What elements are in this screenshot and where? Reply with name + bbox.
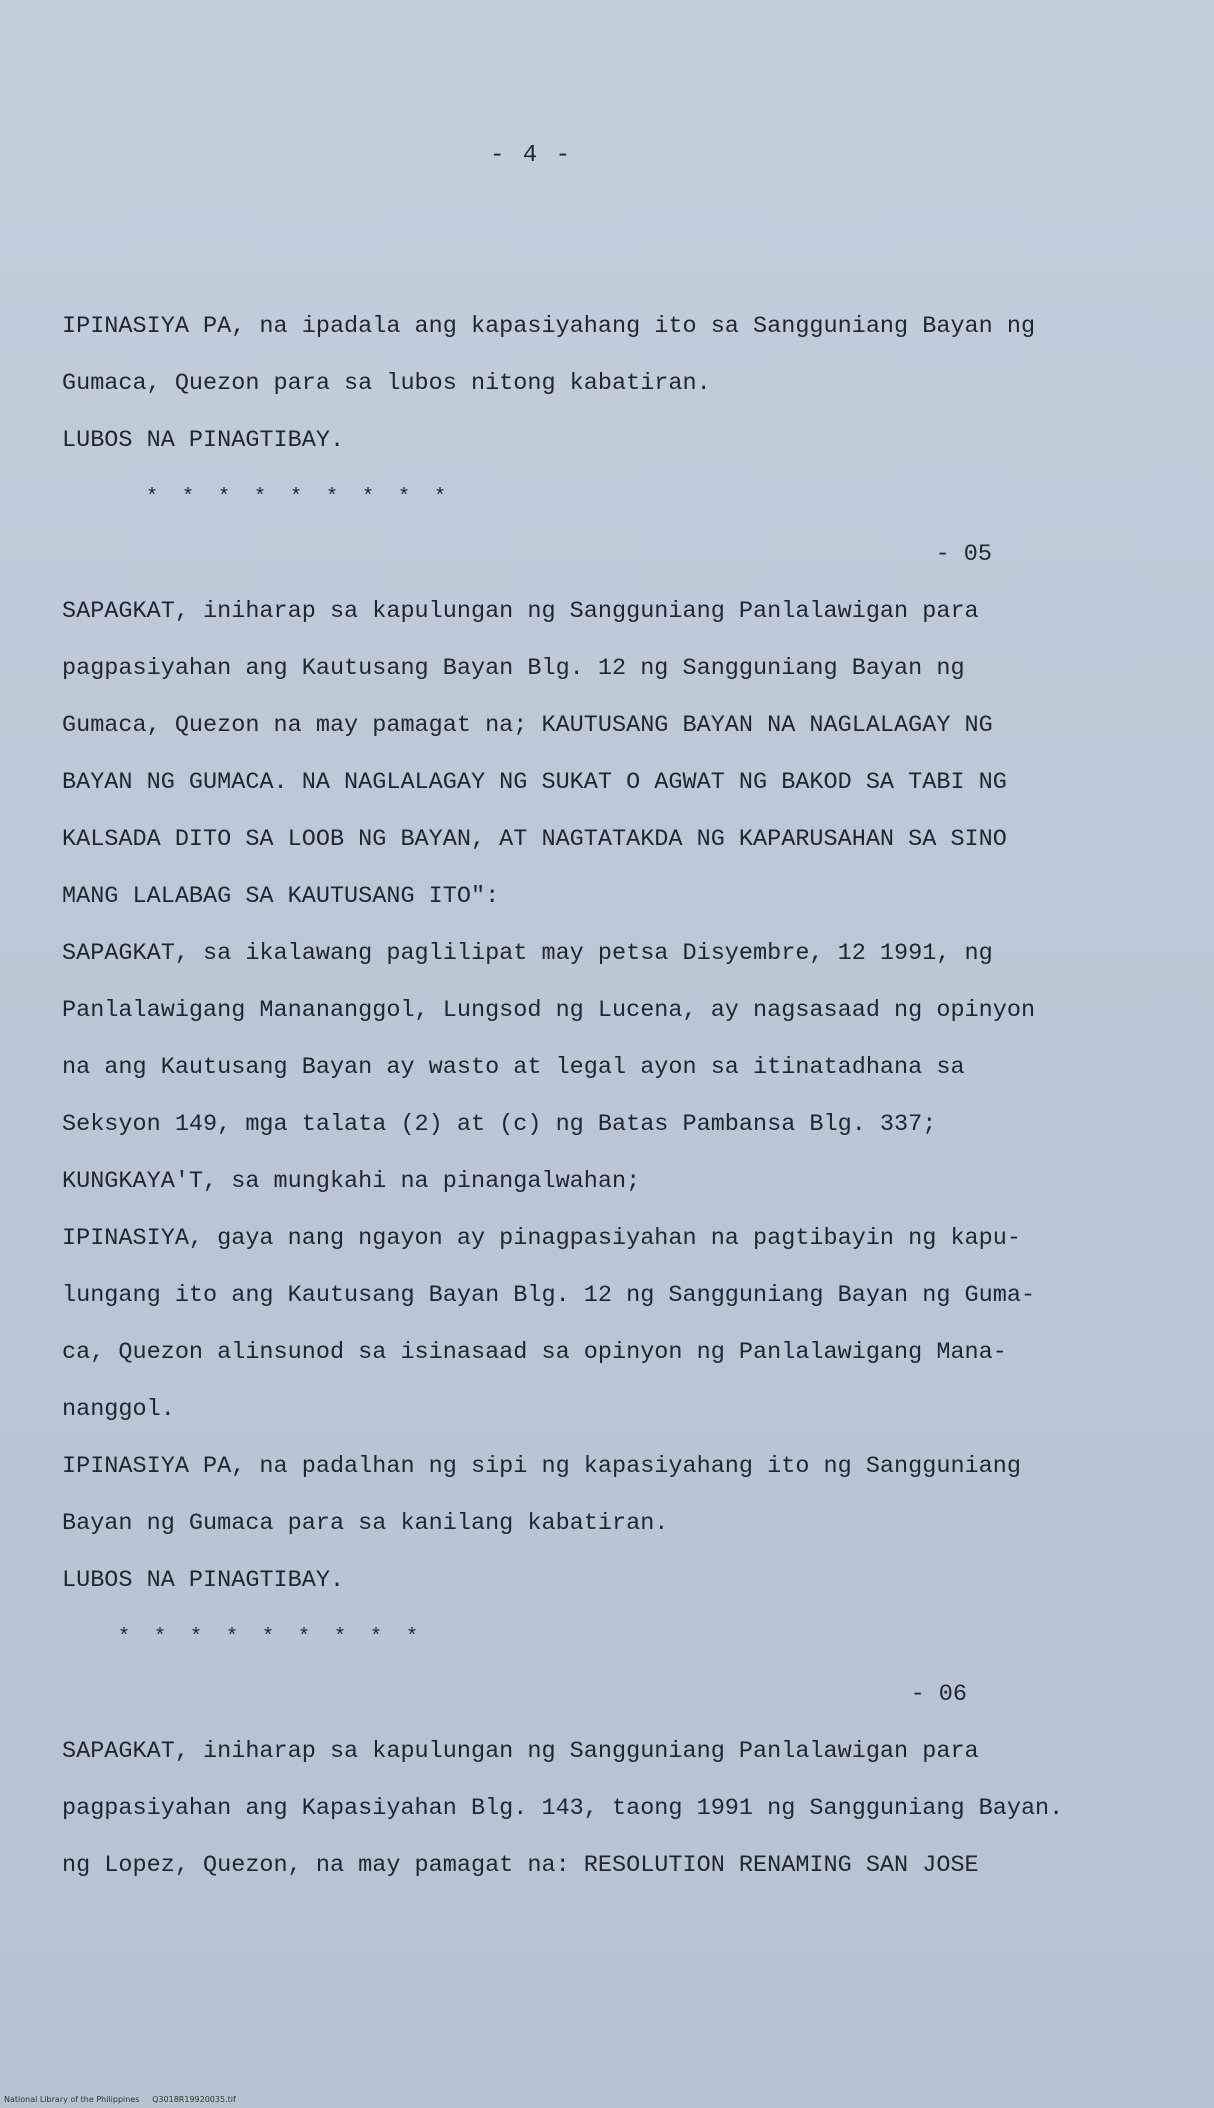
text-line: SAPAGKAT, iniharap sa kapulungan ng Sangguniang Panlalawigan para bbox=[62, 598, 979, 625]
text-line: SAPAGKAT, sa ikalawang paglilipat may petsa Disyembre, 12 1991, ng bbox=[62, 940, 993, 967]
text-line: Bayan ng Gumaca para sa kanilang kabatiran. bbox=[62, 1510, 669, 1537]
text-line: LUBOS NA PINAGTIBAY. bbox=[62, 427, 345, 454]
text-line: Gumaca, Quezon para sa lubos nitong kabatiran. bbox=[62, 370, 711, 397]
text-line: nanggol. bbox=[62, 1396, 175, 1423]
text-line: Seksyon 149, mga talata (2) at (c) ng Batas Pambansa Blg. 337; bbox=[62, 1111, 937, 1138]
text-line: na ang Kautusang Bayan ay wasto at legal ayon sa itinatadhana sa bbox=[62, 1054, 965, 1081]
text-line: ng Lopez, Quezon, na may pamagat na: RESOLUTION RENAMING SAN JOSE bbox=[62, 1852, 979, 1879]
text-line: pagpasiyahan ang Kapasiyahan Blg. 143, taong 1991 ng Sangguniang Bayan. bbox=[62, 1795, 1064, 1822]
text-line: ca, Quezon alinsunod sa isinasaad sa opinyon ng Panlalawigang Mana- bbox=[62, 1339, 1007, 1366]
text-line: Gumaca, Quezon na may pamagat na; KAUTUSANG BAYAN NA NAGLALAGAY NG bbox=[62, 712, 993, 739]
text-line: IPINASIYA, gaya nang ngayon ay pinagpasiyahan na pagtibayin ng kapu- bbox=[62, 1225, 1021, 1252]
text-line: IPINASIYA PA, na padalhan ng sipi ng kapasiyahang ito ng Sangguniang bbox=[62, 1453, 1021, 1480]
text-line: pagpasiyahan ang Kautusang Bayan Blg. 12 ng Sangguniang Bayan ng bbox=[62, 655, 965, 682]
text-line: IPINASIYA PA, na ipadala ang kapasiyahang ito sa Sangguniang Bayan ng bbox=[62, 313, 1036, 340]
text-line: lungang ito ang Kautusang Bayan Blg. 12 ng Sangguniang Bayan ng Guma- bbox=[62, 1282, 1036, 1309]
resolution-text bbox=[62, 298, 1064, 1894]
text-line: BAYAN NG GUMACA. NA NAGLALAGAY NG SUKAT O AGWAT NG BAKOD SA TABI NG bbox=[62, 769, 1007, 796]
text-line: KALSADA DITO SA LOOB NG BAYAN, AT NAGTATAKDA NG KAPARUSAHAN SA SINO bbox=[62, 826, 1007, 853]
text-line: MANG LALABAG SA KAUTUSANG ITO": bbox=[62, 883, 500, 910]
text-line: LUBOS NA PINAGTIBAY. bbox=[62, 1567, 345, 1594]
resolution-code: - 06 bbox=[910, 1681, 967, 1708]
separator-stars: * * * * * * * * * bbox=[146, 486, 453, 509]
text-line: Panlalawigang Manananggol, Lungsod ng Lucena, ay nagsasaad ng opinyon bbox=[62, 997, 1036, 1024]
page-number: - 4 - bbox=[490, 142, 573, 169]
text-line: SAPAGKAT, iniharap sa kapulungan ng Sangguniang Panlalawigan para bbox=[62, 1738, 979, 1765]
text-line: KUNGKAYA'T, sa mungkahi na pinangalwahan; bbox=[62, 1168, 641, 1195]
scan-footer: National Library of the Philippines Q3018R19920035.tif bbox=[4, 2095, 236, 2104]
resolution-code: - 05 bbox=[935, 541, 992, 568]
separator-stars: * * * * * * * * * bbox=[118, 1626, 425, 1649]
